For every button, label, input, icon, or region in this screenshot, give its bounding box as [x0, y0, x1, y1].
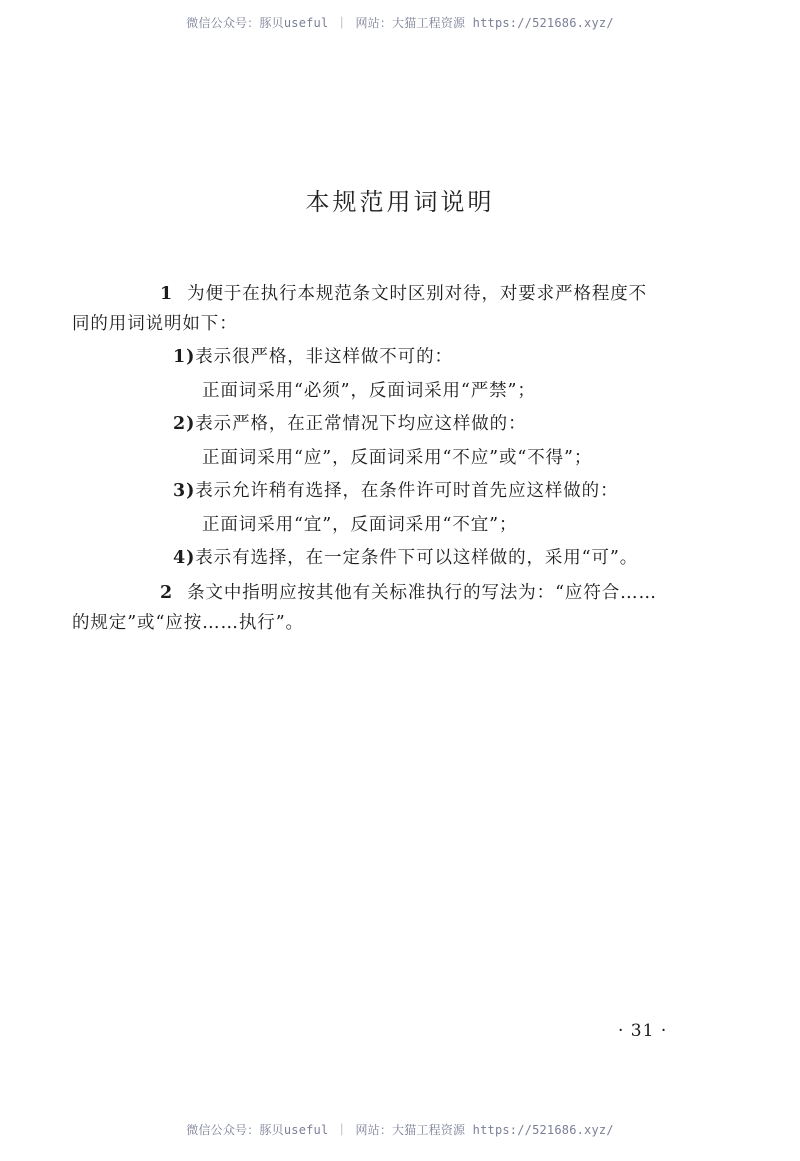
item-text: 表示允许稍有选择，在条件许可时首先应这样做的：	[195, 481, 619, 501]
list-item	[116, 408, 698, 475]
list-item	[116, 542, 698, 576]
paragraph-text: 同的用词说明如下：	[72, 314, 238, 334]
list-item	[116, 341, 698, 408]
paragraph-number: 2	[160, 582, 174, 603]
paragraph-number: 1	[160, 284, 174, 304]
document-body	[72, 279, 698, 638]
item-index: 2)	[173, 414, 196, 434]
watermark-top: 微信公众号：豚贝useful ｜ 网站：大猫工程资源 https://521686.xyz/	[186, 16, 614, 30]
paragraph-text: 的规定”或“应按……执行”。	[72, 612, 304, 633]
item-text: 表示很严格，非这样做不可的：	[195, 347, 453, 367]
item-text: 表示有选择，在一定条件下可以这样做的，采用“可”。	[195, 548, 639, 568]
page-number: · 31 ·	[618, 1021, 668, 1041]
watermark-bottom: 微信公众号：豚贝useful ｜ 网站：大猫工程资源 https://521686.xyz/	[186, 1123, 614, 1137]
item-index: 4)	[173, 548, 196, 568]
paragraph-1	[72, 279, 698, 339]
item-subtext: 正面词采用“必须”，反面词采用“严禁”；	[202, 380, 536, 401]
item-subtext: 正面词采用“宜”，反面词采用“不宜”；	[202, 514, 518, 535]
paragraph-2	[72, 578, 698, 638]
paragraph-text: 条文中指明应按其他有关标准执行的写法为：“应符合……	[187, 582, 657, 603]
item-text: 表示严格，在正常情况下均应这样做的：	[195, 414, 527, 434]
item-index: 3)	[173, 481, 196, 501]
paragraph-text: 为便于在执行本规范条文时区别对待，对要求严格程度不	[187, 284, 648, 304]
page-title: 本规范用词说明	[305, 188, 495, 216]
item-subtext: 正面词采用“应”，反面词采用“不应”或“不得”；	[202, 447, 593, 468]
item-index: 1)	[173, 347, 196, 367]
list-item	[116, 475, 698, 542]
